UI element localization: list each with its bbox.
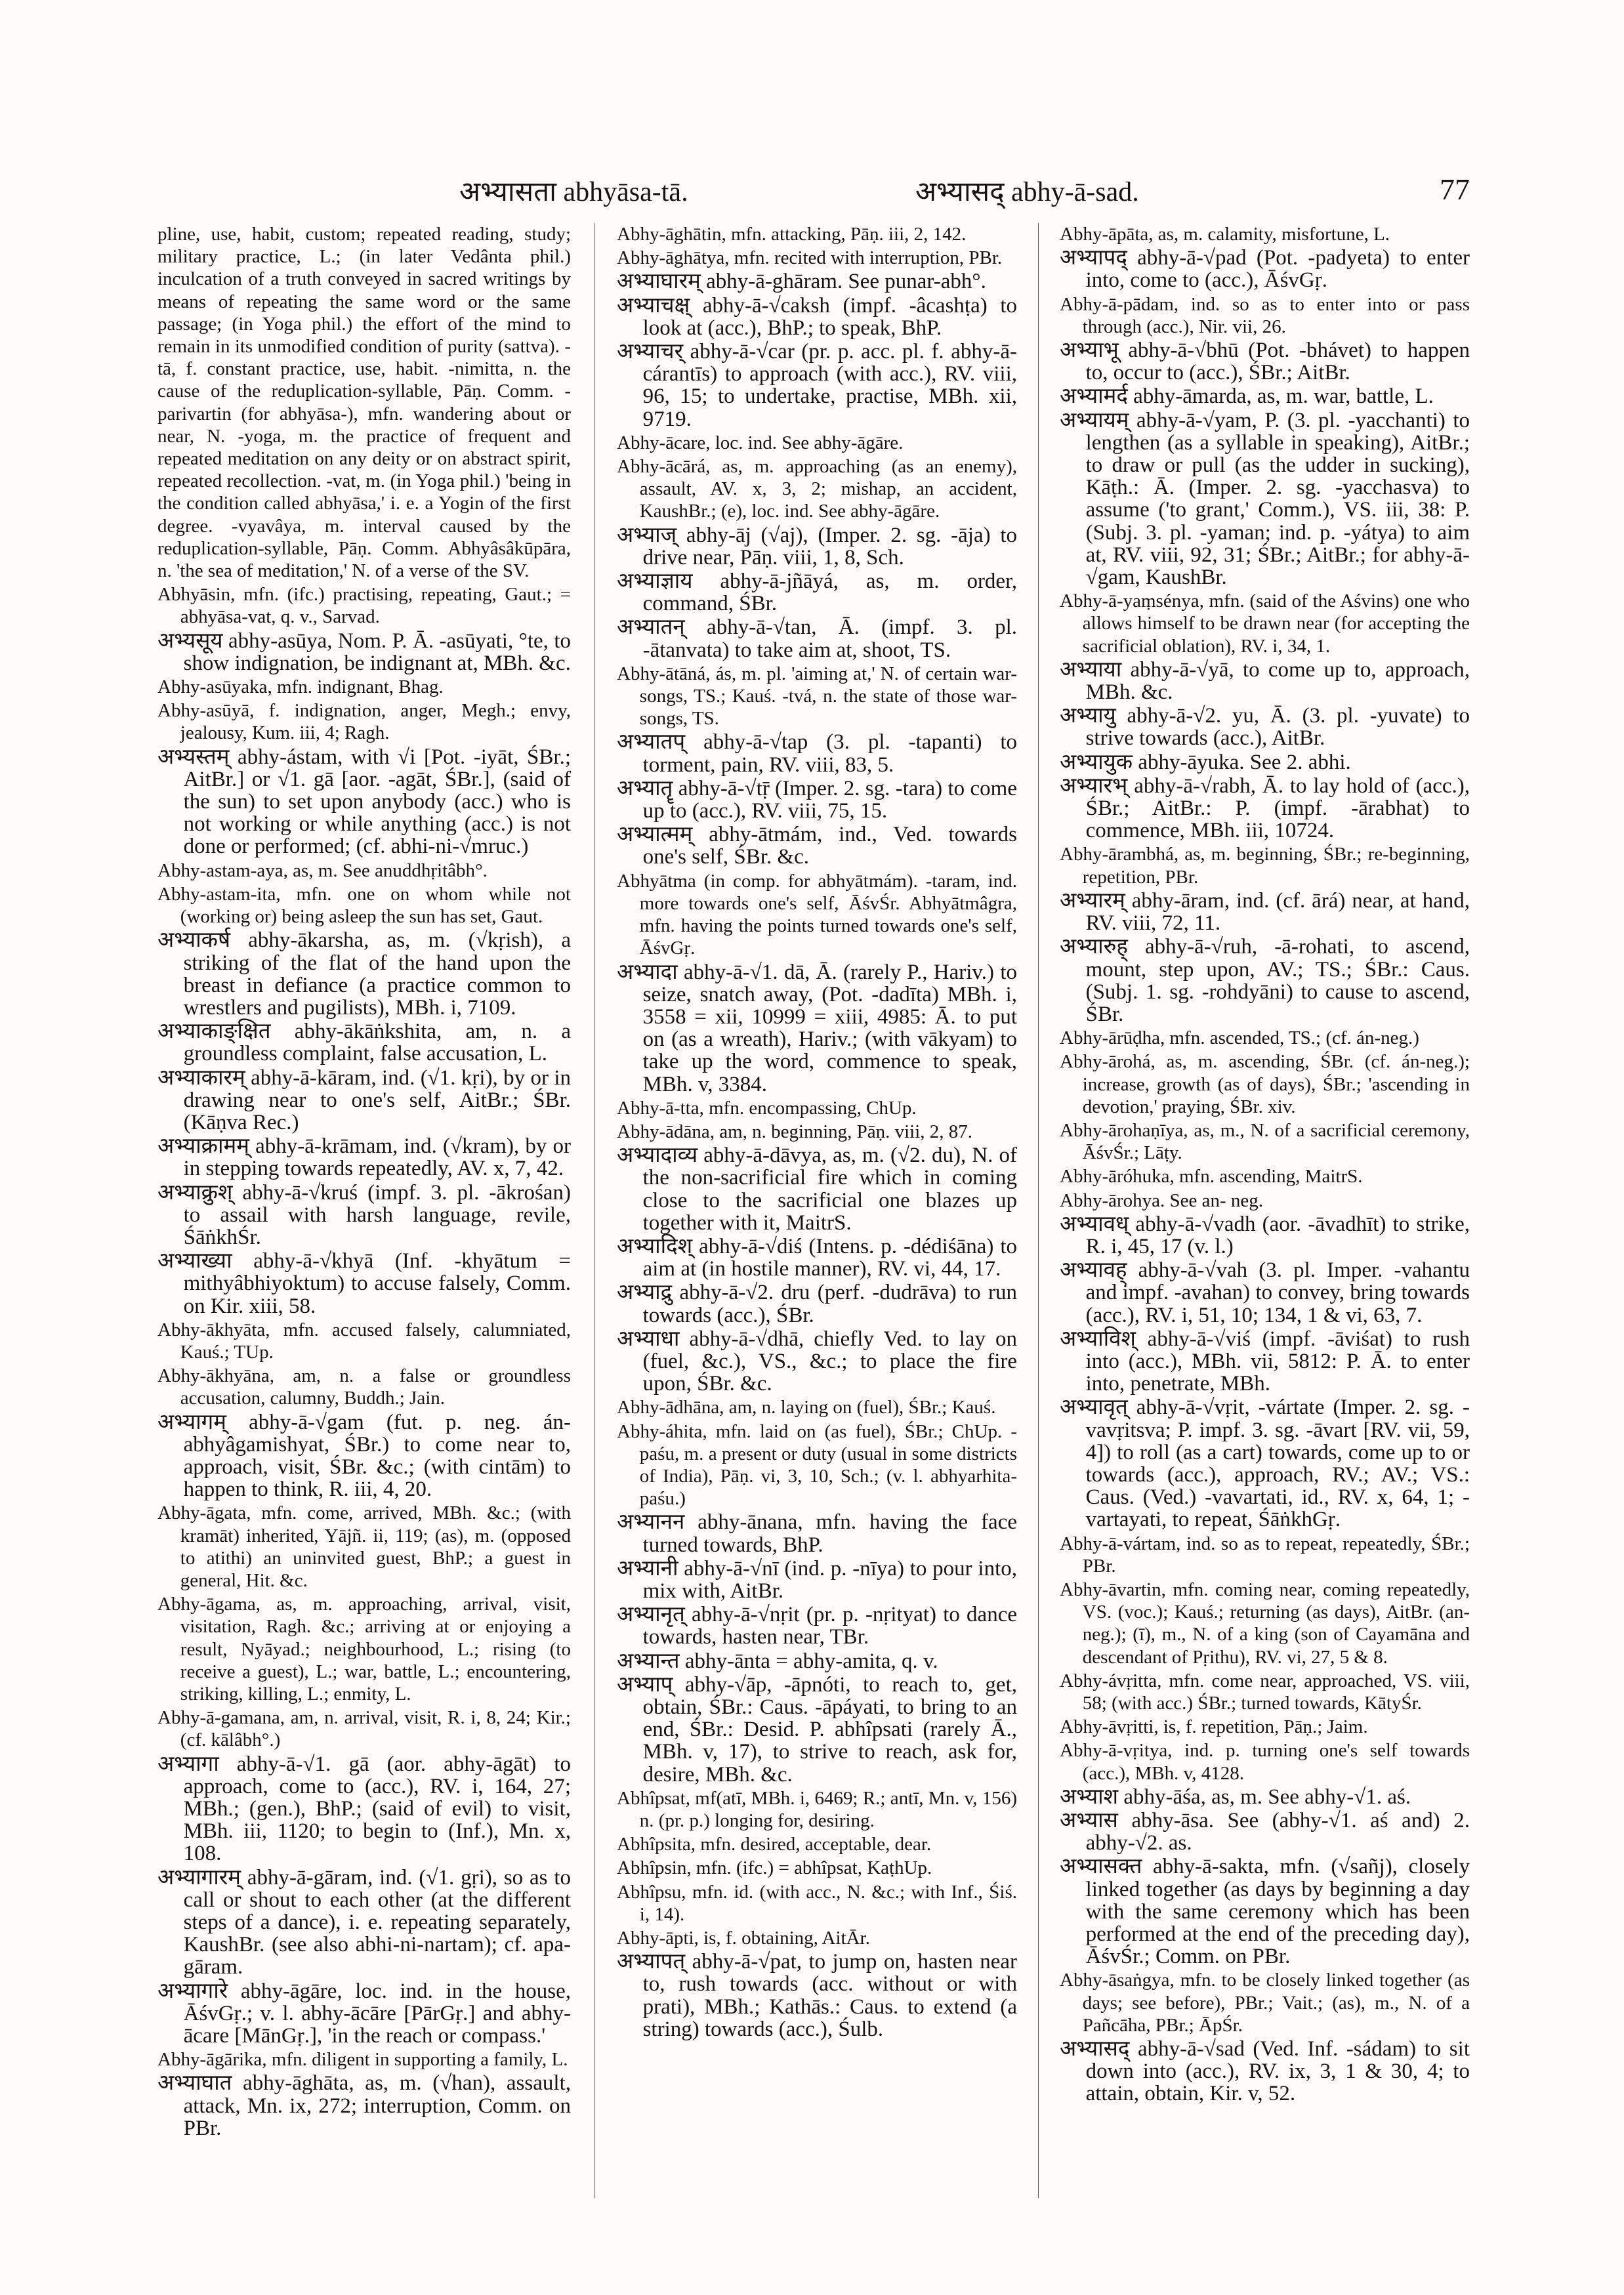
dictionary-entry: अभ्याकारम् abhy-ā-kāram, ind. (√1. kṛi), by or in drawing near to one's self, AitBr.; ŚBr. (Kāṇva Rec.) [157, 1065, 571, 1134]
dictionary-entry: अभ्यावध् abhy-ā-√vadh (aor. -āvadhīt) to strike, R. i, 45, 17 (v. l.) [1060, 1212, 1470, 1258]
dictionary-entry: अभ्यासक्त abhy-ā-sakta, mfn. (√sañj), closely linked together (as days by beginning a day with the same ceremony which has been performed at the end of the preceding day), ĀśvŚr.; Comm. on PBr. [1060, 1855, 1470, 1969]
dictionary-entry: अभ्यासद् abhy-ā-√sad (Ved. Inf. -sádam) to sit down into (acc.), RV. ix, 3, 1 & 30, 4; to attain, obtain, Kir. v, 52. [1060, 2037, 1470, 2106]
dictionary-entry: अभ्यामर्द abhy-āmarda, as, m. war, battle, L. [1060, 384, 1434, 409]
column-divider [1038, 223, 1039, 2198]
dictionary-entry: Abhy-asūyā, f. indignation, anger, Megh.; envy, jealousy, Kum. iii, 4; Ragh. [157, 700, 571, 744]
dictionary-entry: अभ्यावृत् abhy-ā-√vṛit, -vártate (Imper. 2. sg. -vavṛitsva; P. impf. 3. sg. -āvart [RV. vii, 59, 4]) to roll (as a cart) towards, come up to or towards (acc.), approach, RV.; AV.; VS.: Caus. (Ved.) -vavartati, id., RV. x, 64, 1; -vartayati, to repeat, ŚāṅkhGṛ. [1060, 1396, 1470, 1532]
dictionary-entry: अभ्याक्रुश् abhy-ā-√kruś (impf. 3. pl. -ākrośan) to assail with harsh language, revile, ŚāṅkhŚr. [157, 1180, 571, 1249]
dictionary-entry: Abhy-āpti, is, f. obtaining, AitĀr. [617, 1928, 870, 1949]
dictionary-entry: अभ्यारभ् abhy-ā-√rabh, Ā. to lay hold of (acc.), ŚBr.; AitBr.: P. (impf. -ārabhat) to commence, MBh. iii, 10724. [1060, 774, 1470, 843]
dictionary-entry: Abhy-ávṛitta, mfn. come near, approached, VS. viii, 58; (with acc.) ŚBr.; turned towards, KātyŚr. [1060, 1670, 1470, 1714]
dictionary-entry: अभ्यापत् abhy-ā-√pat, to jump on, hasten near to, rush towards (acc. without or with prati), MBh.; Kathās.: Caus. to extend (a string) towards (acc.), Śulb. [617, 1950, 1017, 2041]
dictionary-entry: Abhy-ārambhá, as, m. beginning, ŚBr.; re-beginning, repetition, PBr. [1060, 844, 1470, 888]
dictionary-entry: अभ्याकर्ष abhy-ākarsha, as, m. (√kṛish), a striking of the flat of the hand upon the breast in defiance (a practice common to wrestlers and pugilists), MBh. i, 7109. [157, 928, 571, 1020]
dictionary-entry: अभ्याक्रामम् abhy-ā-krāmam, ind. (√kram), by or in stepping towards repeatedly, AV. x, 7, 42. [157, 1134, 571, 1181]
dictionary-entry: अभ्यातॄ abhy-ā-√tṝ (Imper. 2. sg. -tara) to come up to (acc.), RV. viii, 75, 15. [617, 776, 1017, 823]
dictionary-entry: अभ्यात्मम् abhy-ātmám, ind., Ved. towards one's self, ŚBr. &c. [617, 823, 1017, 869]
dictionary-entry: pline, use, habit, custom; repeated reading, study; military practice, L.; (in later Vedânta phil.) inculcation of a truth conveyed in sacred writings by means of repeating the same word or the same passage; (in Yoga phil.) the effort of the mind to remain in its unmodified condition of purity (sattva). -tā, f. constant practice, use, habit. -nimitta, n. the cause of the reduplication-syllable, Pāṇ. Comm. -parivartin (for abhyāsa-), mfn. wandering about or near, N. -yoga, m. the practice of frequent and repeated meditation on any deity or on abstract spirit, repeated recollection. -vat, m. (in Yoga phil.) 'being in the condition called abhyāsa,' i. e. a Yogin of the first degree. -vyavâya, m. interval caused by the reduplication-syllable, Pāṇ. Comm. Abhyâsâkūpāra, n. 'the sea of meditation,' N. of a verse of the SV. [157, 224, 571, 582]
column-2 [617, 223, 1017, 2198]
page-header [157, 172, 1470, 218]
dictionary-entry: Abhy-ā-tta, mfn. encompassing, ChUp. [617, 1097, 917, 1119]
dictionary-entry: अभ्यादा abhy-ā-√1. dā, Ā. (rarely P., Hariv.) to seize, snatch away, (Pot. -dadīta) MBh. i, 3558 = xii, 10999 = xiii, 4985: Ā. to put on (as a wreath), Hariv.; (with vākyam) to take up the word, commence to speak, MBh. v, 3384. [617, 960, 1017, 1096]
dictionary-entry: अभ्यागारम् abhy-ā-gāram, ind. (√1. gṛi), so as to call or shout to each other (at the different steps of a dance), i. e. repeating separately, KaushBr. (see also abhi-ni-nartam); cf. apa-gāram. [157, 1865, 571, 1979]
dictionary-entry: अभ्यानृत् abhy-ā-√nṛit (pr. p. -nṛityat) to dance towards, hasten near, TBr. [617, 1603, 1017, 1649]
dictionary-entry: अभ्यागा abhy-ā-√1. gā (aor. abhy-āgāt) to approach, come to (acc.), RV. i, 164, 27; MBh.; (gen.), BhP.; (said of evil) to visit, MBh. iii, 1120; to begin to (Inf.), Mn. x, 108. [157, 1752, 571, 1866]
dictionary-entry: अभ्याविश् abhy-ā-√viś (impf. -āviśat) to rush into (acc.), MBh. vii, 5812: P. Ā. to enter into, penetrate, MBh. [1060, 1327, 1470, 1396]
dictionary-entry: अभ्याज्ञाय abhy-ā-jñāyá, as, m. order, command, ŚBr. [617, 569, 1017, 616]
dictionary-entry: Abhy-āróhuka, mfn. ascending, MaitrS. [1060, 1166, 1363, 1188]
dictionary-entry: Abhy-ādāna, am, n. beginning, Pāṇ. viii, 2, 87. [617, 1121, 973, 1142]
dictionary-entry: Abhy-āvartin, mfn. coming near, coming repeatedly, VS. (voc.); Kauś.; returning (as days), AitBr. (an- neg.); (ī), m., N. of a king (son of Cayamāna and descendant of Pṛithu), RV. vi, 27, 5 & 8. [1060, 1579, 1470, 1668]
dictionary-entry: अभ्यस्तम् abhy-ástam, with √i [Pot. -iyāt, ŚBr.; AitBr.] or √1. gā [aor. -agāt, ŚBr.], (said of the sun) to set upon anybody (acc.) who is not working or while anything (acc.) is not done or performed; (cf. abhi-ni-√mruc.) [157, 745, 571, 859]
dictionary-entry: Abhîpsita, mfn. desired, acceptable, dear. [617, 1834, 932, 1855]
dictionary-entry: अभ्याश abhy-āśa, as, m. See abhy-√1. aś. [1060, 1785, 1411, 1809]
dictionary-entry: अभ्यानन abhy-ānana, mfn. having the face turned towards, BhP. [617, 1510, 1017, 1557]
dictionary-entry: अभ्यादाव्य abhy-ā-dāvya, as, m. (√2. du), N. of the non-sacrificial fire which in coming close to the sacrificial one blazes up together with it, MaitrS. [617, 1144, 1017, 1235]
dictionary-entry: Abhy-ā-gamana, am, n. arrival, visit, R. i, 8, 24; Kir.; (cf. kālâbh°.) [157, 1707, 571, 1751]
dictionary-entry: Abhy-ātāná, ás, m. pl. 'aiming at,' N. of certain war-songs, TS.; Kauś. -tvá, n. the state of those war-songs, TS. [617, 663, 1017, 730]
dictionary-entry: Abhîpsin, mfn. (ifc.) = abhîpsat, KaṭhUp. [617, 1857, 932, 1879]
dictionary-entry: Abhy-āgārika, mfn. diligent in supporting a family, L. [157, 2049, 568, 2071]
dictionary-entry: Abhy-ācārá, as, m. approaching (as an enemy), assault, AV. x, 3, 2; mishap, an accident, KaushBr.; (e), loc. ind. See abhy-āgāre. [617, 456, 1017, 522]
dictionary-entry: Abhy-ā-vártam, ind. so as to repeat, repeatedly, ŚBr.; PBr. [1060, 1533, 1470, 1577]
page-number: 77 [1440, 173, 1470, 206]
dictionary-entry: अभ्याज् abhy-āj (√aj), (Imper. 2. sg. -āja) to drive near, Pāṇ. viii, 1, 8, Sch. [617, 523, 1017, 569]
dictionary-entry: अभ्यादिश् abhy-ā-√diś (Intens. p. -dédiśāna) to aim at (in hostile manner), RV. vi, 44, 17. [617, 1234, 1017, 1281]
dictionary-entry: अभ्याचक्ष् abhy-ā-√caksh (impf. -âcashṭa) to look at (acc.), BhP.; to speak, BhP. [617, 293, 1017, 340]
column-3 [1060, 223, 1470, 2198]
dictionary-entry: Abhîpsat, mf(atī, MBh. i, 6469; R.; antī, Mn. v, 156) n. (pr. p.) longing for, desiring. [617, 1787, 1017, 1832]
dictionary-entry: Abhy-ārohya. See an- neg. [1060, 1189, 1264, 1211]
dictionary-entry: Abhy-āghātin, mfn. attacking, Pāṇ. iii, 2, 142. [617, 224, 967, 245]
dictionary-entry: अभ्याप् abhy-√āp, -āpnóti, to reach to, get, obtain, ŚBr.: Caus. -āpáyati, to bring to an end, ŚBr.: Desid. P. abhîpsati (rarely Ā., MBh. v, 17), to strive to reach, ask for, desire, MBh. &c. [617, 1672, 1017, 1787]
dictionary-entry: Abhy-āsaṅgya, mfn. to be closely linked together (as days; see before), PBr.; Vait.; (as), m., N. of a Pañcāha, PBr.; ĀpŚr. [1060, 1970, 1470, 2036]
dictionary-entry: अभ्याभू abhy-ā-√bhū (Pot. -bhávet) to happen to, occur to (acc.), ŚBr.; AitBr. [1060, 339, 1470, 385]
dictionary-columns [157, 223, 1470, 2198]
dictionary-entry: Abhy-asūyaka, mfn. indignant, Bhag. [157, 676, 444, 698]
dictionary-entry: Abhy-ā-yaṃsénya, mfn. (said of the Aśvins) one who allows himself to be drawn near (for accepting the sacrificial oblation), RV. i, 34, 1. [1060, 590, 1470, 657]
dictionary-entry: Abhy-āgama, as, m. approaching, arrival, visit, visitation, Ragh. &c.; arriving at or enjoying a result, Nyāyad.; neighbourhood, L.; rising (to receive a guest), L.; war, battle, L.; encountering, striking, killing, L.; enmity, L. [157, 1594, 571, 1705]
dictionary-entry: Abhy-áhita, mfn. laid on (as fuel), ŚBr.; ChUp. -paśu, m. a present or duty (usual in some districts of India), Pāṇ. vi, 3, 10, Sch.; (v. l. abhyarhita-paśu.) [617, 1420, 1017, 1510]
dictionary-entry: अभ्यास abhy-āsa. See (abhy-√1. aś and) 2. abhy-√2. as. [1060, 1809, 1470, 1855]
dictionary-entry: अभ्यायु abhy-ā-√2. yu, Ā. (3. pl. -yuvate) to strive towards (acc.), AitBr. [1060, 704, 1470, 751]
header-left-headword: अभ्यासता abhyāsa-tā. [459, 177, 688, 207]
dictionary-entry: अभ्यानी abhy-ā-√nī (ind. p. -nīya) to pour into, mix with, AitBr. [617, 1556, 1017, 1603]
dictionary-entry: अभ्यान्त abhy-ānta = abhy-amita, q. v. [617, 1649, 938, 1673]
dictionary-entry: अभ्यसूय abhy-asūya, Nom. P. Ā. -asūyati, °te, to show indignation, be indignant at, MBh. &c. [157, 629, 571, 675]
dictionary-entry: अभ्याद्रु abhy-ā-√2. dru (perf. -dudrāva) to run towards (acc.), ŚBr. [617, 1281, 1017, 1327]
dictionary-entry: अभ्यायम् abhy-ā-√yam, P. (3. pl. -yacchanti) to lengthen (as a syllable in speaking), AitBr.; to draw or pull (as the udder in sucking), Kāṭh.: Ā. (Imper. 2. sg. -yacchasva) to assume ('to grant,' Comm.), VS. iii, 38: P. (Subj. 3. pl. -yaman; ind. p. -yátya) to aim at, RV. viii, 92, 31; ŚBr.; AitBr.; for abhy-ā-√gam, KaushBr. [1060, 408, 1470, 590]
dictionary-entry: Abhy-astam-ita, mfn. one on whom while not (working or) being asleep the sun has set, Gaut. [157, 883, 571, 928]
column-1 [157, 223, 571, 2198]
dictionary-entry: अभ्याचर् abhy-ā-√car (pr. p. acc. pl. f. abhy-ā-cárantīs) to approach (with acc.), RV. viii, 96, 15; to undertake, practise, MBh. xii, 9719. [617, 340, 1017, 431]
dictionary-entry: Abhy-āgata, mfn. come, arrived, MBh. &c.; (with kramāt) inherited, Yājñ. ii, 119; (as), m. (opposed to atithi) an uninvited guest, BhP.; a guest in general, Hit. &c. [157, 1502, 571, 1591]
dictionary-entry: Abhy-ādhāna, am, n. laying on (fuel), ŚBr.; Kauś. [617, 1397, 996, 1418]
dictionary-entry: Abhy-ācare, loc. ind. See abhy-āgāre. [617, 432, 904, 453]
dictionary-entry: अभ्यापद् abhy-ā-√pad (Pot. -padyeta) to enter into, come to (acc.), ĀśvGṛ. [1060, 246, 1470, 293]
dictionary-entry: Abhy-ā-pādam, ind. so as to enter into or pass through (acc.), Nir. vii, 26. [1060, 293, 1470, 337]
dictionary-entry: Abhy-āghātya, mfn. recited with interruption, PBr. [617, 247, 1003, 269]
dictionary-entry: अभ्यातप् abhy-ā-√tap (3. pl. -tapanti) to torment, pain, RV. viii, 83, 5. [617, 730, 1017, 777]
dictionary-entry: Abhy-ākhyāna, am, n. a false or groundless accusation, calumny, Buddh.; Jain. [157, 1365, 571, 1409]
dictionary-entry: अभ्याघारम् abhy-ā-ghāram. See punar-abh°. [617, 270, 986, 294]
dictionary-entry: Abhîpsu, mfn. id. (with acc., N. &c.; with Inf., Śiś. i, 14). [617, 1881, 1017, 1925]
dictionary-entry: Abhy-ārohaṇīya, as, m., N. of a sacrificial ceremony, ĀśvŚr.; Lāṭy. [1060, 1119, 1470, 1164]
dictionary-entry: अभ्यारम् abhy-āram, ind. (cf. ārá) near, at hand, RV. viii, 72, 11. [1060, 888, 1470, 936]
dictionary-entry: Abhy-āvṛitti, is, f. repetition, Pāṇ.; Jaim. [1060, 1716, 1368, 1738]
dictionary-entry: अभ्याघात abhy-āghāta, as, m. (√han), assault, attack, Mn. ix, 272; interruption, Comm. on PBr. [157, 2071, 571, 2140]
dictionary-entry: Abhy-ākhyāta, mfn. accused falsely, calumniated, Kauś.; TUp. [157, 1319, 571, 1363]
dictionary-entry: Abhyātma (in comp. for abhyātmám). -taram, ind. more towards one's self, ĀśvŚr. Abhyātmâgra, mfn. having the points turned towards one's self, ĀśvGṛ. [617, 870, 1017, 959]
dictionary-entry: Abhy-ā-vṛitya, ind. p. turning one's self towards (acc.), MBh. v, 4128. [1060, 1740, 1470, 1784]
dictionary-entry: अभ्यागारे abhy-āgāre, loc. ind. in the house, ĀśvGṛ.; v. l. abhy-ācāre [PārGṛ.] and abhy-ācare [MānGṛ.], 'in the reach or compass.' [157, 1979, 571, 2048]
dictionary-entry: अभ्यावह् abhy-ā-√vah (3. pl. Imper. -vahantu and impf. -avahan) to convey, bring towards (acc.), RV. i, 51, 10; 134, 1 & vi, 63, 7. [1060, 1258, 1470, 1327]
dictionary-entry: अभ्याया abhy-ā-√yā, to come up to, approach, MBh. &c. [1060, 657, 1470, 705]
dictionary-entry: अभ्याकाङ्क्षित abhy-ākāṅkshita, am, n. a groundless complaint, false accusation, L. [157, 1020, 571, 1066]
dictionary-entry: अभ्यागम् abhy-ā-√gam (fut. p. neg. án-abhyâgamishyat, ŚBr.) to come near to, approach, visit, ŚBr. &c.; (with cintām) to happen to think, R. iii, 4, 20. [157, 1410, 571, 1502]
dictionary-entry: अभ्यातन् abhy-ā-√tan, Ā. (impf. 3. pl. -ātanvata) to take aim at, shoot, TS. [617, 615, 1017, 662]
header-right-headword: अभ्यासद् abhy-ā-sad. [915, 177, 1139, 207]
dictionary-entry: अभ्याख्या abhy-ā-√khyā (Inf. -khyātum = mithyâbhiyoktum) to accuse falsely, Comm. on Kir. xiii, 58. [157, 1249, 571, 1318]
dictionary-entry: Abhy-astam-aya, as, m. See anuddhṛitâbh°. [157, 859, 488, 881]
dictionary-entry: अभ्याधा abhy-ā-√dhā, chiefly Ved. to lay on (fuel, &c.), VS., &c.; to place the fire upon, ŚBr. &c. [617, 1327, 1017, 1396]
dictionary-entry: Abhyāsin, mfn. (ifc.) practising, repeating, Gaut.; = abhyāsa-vat, q. v., Sarvad. [157, 584, 571, 628]
dictionary-entry: अभ्यायुक abhy-āyuka. See 2. abhi. [1060, 750, 1351, 774]
dictionary-entry: अभ्यारुह् abhy-ā-√ruh, -ā-rohati, to ascend, mount, step upon, AV.; TS.; ŚBr.: Caus. (Subj. 1. sg. -rohdyāni) to cause to ascend, ŚBr. [1060, 935, 1470, 1026]
dictionary-entry: Abhy-ārohá, as, m. ascending, ŚBr. (cf. án-neg.); increase, growth (as of days), ŚBr.; 'ascending in devotion,' praying, ŚBr. xiv. [1060, 1051, 1470, 1117]
dictionary-entry: Abhy-ārūḍha, mfn. ascended, TS.; (cf. án-neg.) [1060, 1027, 1419, 1049]
dictionary-entry: Abhy-āpāta, as, m. calamity, misfortune, L. [1060, 224, 1390, 245]
